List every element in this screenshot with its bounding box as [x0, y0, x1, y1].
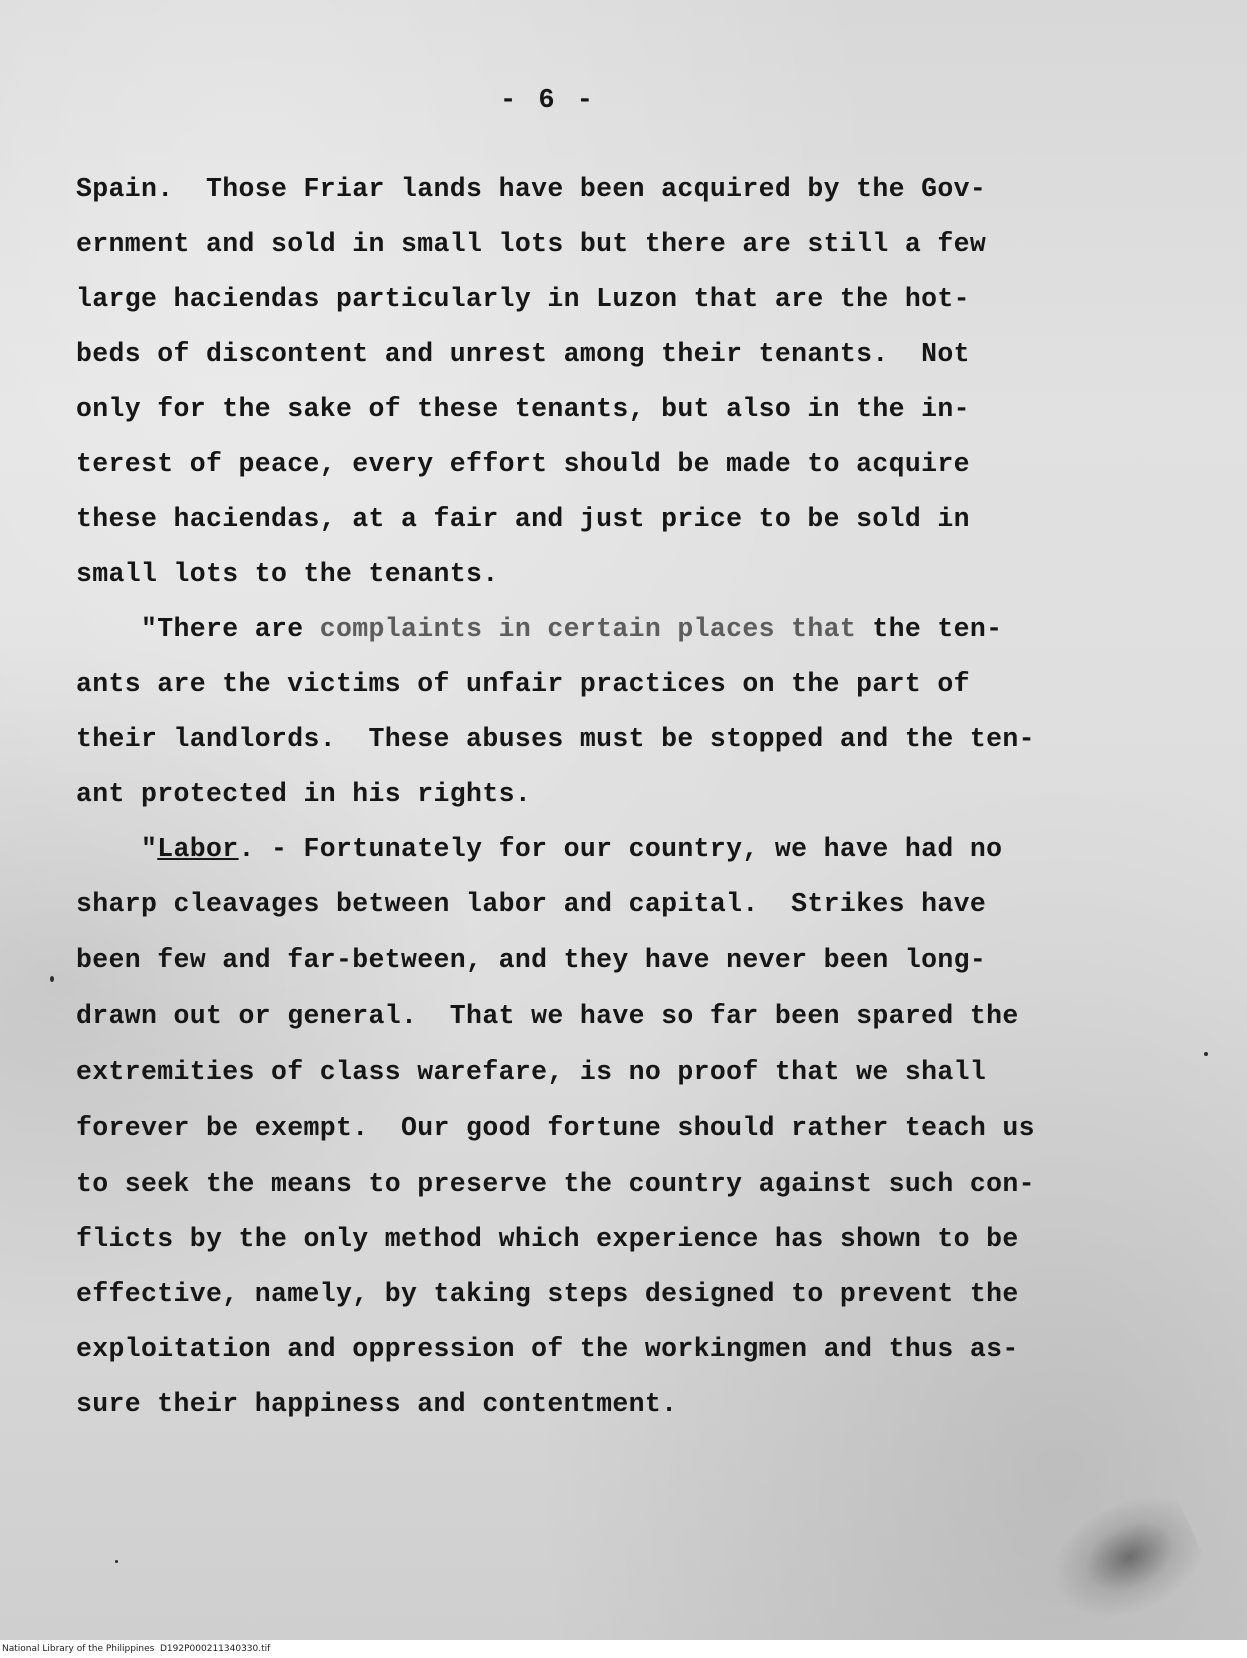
scan-speck — [1204, 1052, 1208, 1056]
page-number: - 6 - — [500, 86, 597, 116]
scan-speck — [50, 976, 54, 982]
text-line: sharp cleavages between labor and capital. Strikes have — [76, 889, 987, 919]
text-run: . - Fortunately for our country, we have had no — [238, 834, 1003, 864]
text-run: the ten- — [856, 614, 1003, 644]
text-line: these haciendas, at a fair and just price to be sold in — [76, 504, 970, 534]
scan-speck — [115, 1560, 118, 1563]
footer-file-id: D192P000211340330.tif — [160, 1644, 271, 1654]
text-line: forever be exempt. Our good fortune should rather teach us — [76, 1113, 1035, 1143]
text-line: large haciendas particularly in Luzon that are the hot- — [76, 284, 970, 314]
text-line: effective, namely, by taking steps designed to prevent the — [76, 1279, 1019, 1309]
text-line: flicts by the only method which experience has shown to be — [76, 1224, 1019, 1254]
text-line — [76, 832, 1002, 866]
text-line: Spain. Those Friar lands have been acquired by the Gov- — [76, 174, 987, 204]
text-line: been few and far-between, and they have never been long- — [76, 945, 987, 975]
footer-source: National Library of the Philippines — [2, 1644, 155, 1654]
text-line: only for the sake of these tenants, but also in the in- — [76, 394, 970, 424]
text-run: " — [76, 834, 158, 864]
text-line: exploitation and oppression of the workingmen and thus as- — [76, 1334, 1019, 1364]
text-line: ants are the victims of unfair practices on the part of — [76, 669, 970, 699]
text-line: sure their happiness and contentment. — [76, 1389, 678, 1419]
text-run: "There are — [76, 614, 320, 644]
text-line: ant protected in his rights. — [76, 779, 532, 809]
text-line: to seek the means to preserve the country against such con- — [76, 1169, 1035, 1199]
text-line: drawn out or general. That we have so far been spared the — [76, 1001, 1019, 1031]
text-line: extremities of class warefare, is no proof that we shall — [76, 1057, 987, 1087]
section-heading: Labor — [157, 834, 239, 864]
ink-smudge — [1032, 1478, 1214, 1641]
text-line: terest of peace, every effort should be made to acquire — [76, 449, 970, 479]
faded-text-run: complaints in certain places that — [319, 614, 857, 644]
text-line: ernment and sold in small lots but there are still a few — [76, 229, 987, 259]
text-line — [76, 612, 1002, 646]
text-line: small lots to the tenants. — [76, 559, 499, 589]
text-line: beds of discontent and unrest among their tenants. Not — [76, 339, 970, 369]
text-line: their landlords. These abuses must be stopped and the ten- — [76, 724, 1035, 754]
